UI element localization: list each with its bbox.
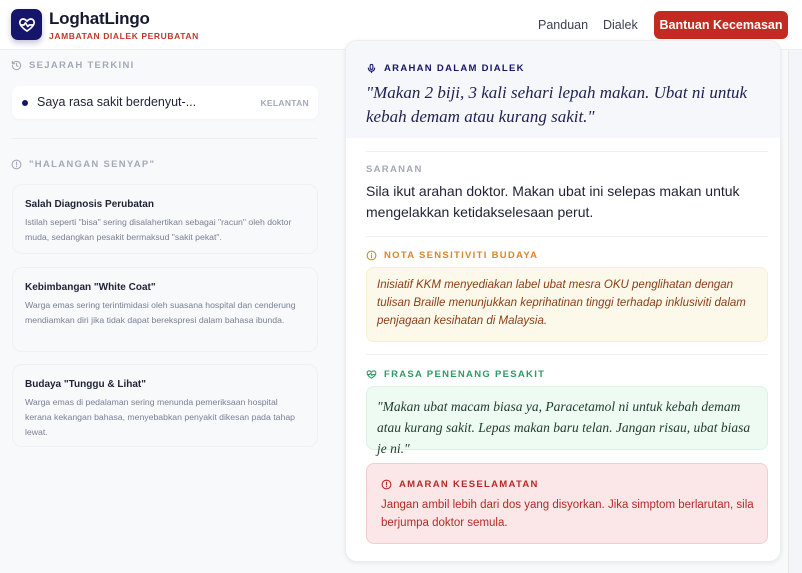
section-divider [366, 151, 768, 152]
cultural-note-heading [366, 250, 538, 261]
app-name: LoghatLingo [49, 9, 150, 28]
barriers-section-heading [11, 159, 155, 170]
dialect-quote: "Makan 2 biji, 3 kali sehari lepah makan. Ubat ni untuk kebah demam atau kurang sakit." [366, 83, 748, 126]
history-icon [11, 60, 22, 71]
barrier-desc: Istilah seperti "bisa" sering disalahertikan sebagai "racun" oleh doktor muda, sedangkan pesakit bermaksud "sakit pekat". [25, 217, 292, 242]
app-logo[interactable] [11, 9, 42, 40]
history-item-text: Saya rasa sakit berdenyut-... [37, 95, 197, 109]
emergency-help-button[interactable]: Bantuan Kecemasan [654, 11, 788, 39]
barrier-title: Salah Diagnosis Perubatan [25, 199, 154, 210]
app-tagline: JAMBATAN DIALEK PERUBATAN [49, 31, 199, 41]
barriers-title: "HALANGAN SENYAP" [29, 159, 156, 170]
suggestion-title: SARANAN [366, 164, 423, 175]
section-divider [366, 354, 768, 355]
barrier-title: Kebimbangan "White Coat" [25, 282, 156, 293]
safety-warning-heading [381, 479, 539, 490]
cultural-note-title: NOTA SENSITIVITI BUDAYA [384, 250, 539, 261]
barrier-title: Budaya "Tunggu & Lihat" [25, 379, 146, 390]
info-circle-icon [366, 250, 377, 261]
suggestion-section-heading [366, 164, 423, 175]
history-bullet [22, 100, 28, 106]
translation-result-card [345, 40, 781, 562]
dialect-section-heading [366, 63, 525, 74]
microphone-icon [366, 63, 377, 74]
barrier-card [12, 364, 318, 447]
info-circle-icon [11, 159, 22, 170]
cultural-note-text: Inisiatif KKM menyediakan label ubat mesra OKU penglihatan dengan tulisan Braille menunjukkan keprihatinan tinggi terhadap inklusiviti dalam penjagaan kesihatan di Malaysia. [366, 267, 768, 342]
section-divider [366, 236, 768, 237]
barrier-card [12, 184, 318, 254]
suggestion-text: Sila ikut arahan doktor. Makan ubat ini selepas makan untuk mengelakkan ketidakselesaan perut. [366, 183, 740, 220]
reassurance-title: FRASA PENENANG PESAKIT [384, 369, 546, 380]
barrier-desc: Warga emas sering terintimidasi oleh suasana hospital dan cenderung mendiamkan diri jika tidak dapat berekspresi dalam bahasa ibunda. [25, 300, 296, 325]
history-section-heading [11, 60, 135, 71]
dialect-instruction-block [346, 41, 781, 138]
alert-circle-icon [381, 479, 392, 490]
history-item[interactable] [12, 86, 318, 119]
dialect-title: ARAHAN DALAM DIALEK [384, 63, 525, 74]
heart-pulse-icon [366, 369, 377, 380]
barrier-desc: Warga emas di pedalaman sering menunda pemeriksaan hospital kerana kekangan bahasa, menyebabkan penyakit dikesan pada tahap lewat. [25, 397, 295, 437]
nav-link-panduan[interactable]: Panduan [538, 18, 589, 32]
safety-warning-box [366, 463, 768, 544]
heart-pulse-icon [18, 16, 36, 34]
nav-link-dialek[interactable]: Dialek [603, 18, 638, 32]
reassurance-phrase: "Makan ubat macam biasa ya, Paracetamol ni untuk kebah demam atau kurang sakit. Lepas makan baru telan. Jangan risau, ubat biasa je ni." [366, 386, 768, 450]
history-item-dialect: KELANTAN [260, 98, 309, 108]
reassurance-heading [366, 369, 545, 380]
history-title: SEJARAH TERKINI [29, 60, 135, 71]
safety-warning-title: AMARAN KESELAMATAN [399, 479, 539, 490]
sidebar-divider [12, 138, 318, 139]
barrier-card [12, 267, 318, 352]
right-side-panel-edge [788, 50, 802, 573]
safety-warning-text: Jangan ambil lebih dari dos yang disyorkan. Jika simptom berlarutan, sila berjumpa doktor semula. [381, 499, 754, 529]
